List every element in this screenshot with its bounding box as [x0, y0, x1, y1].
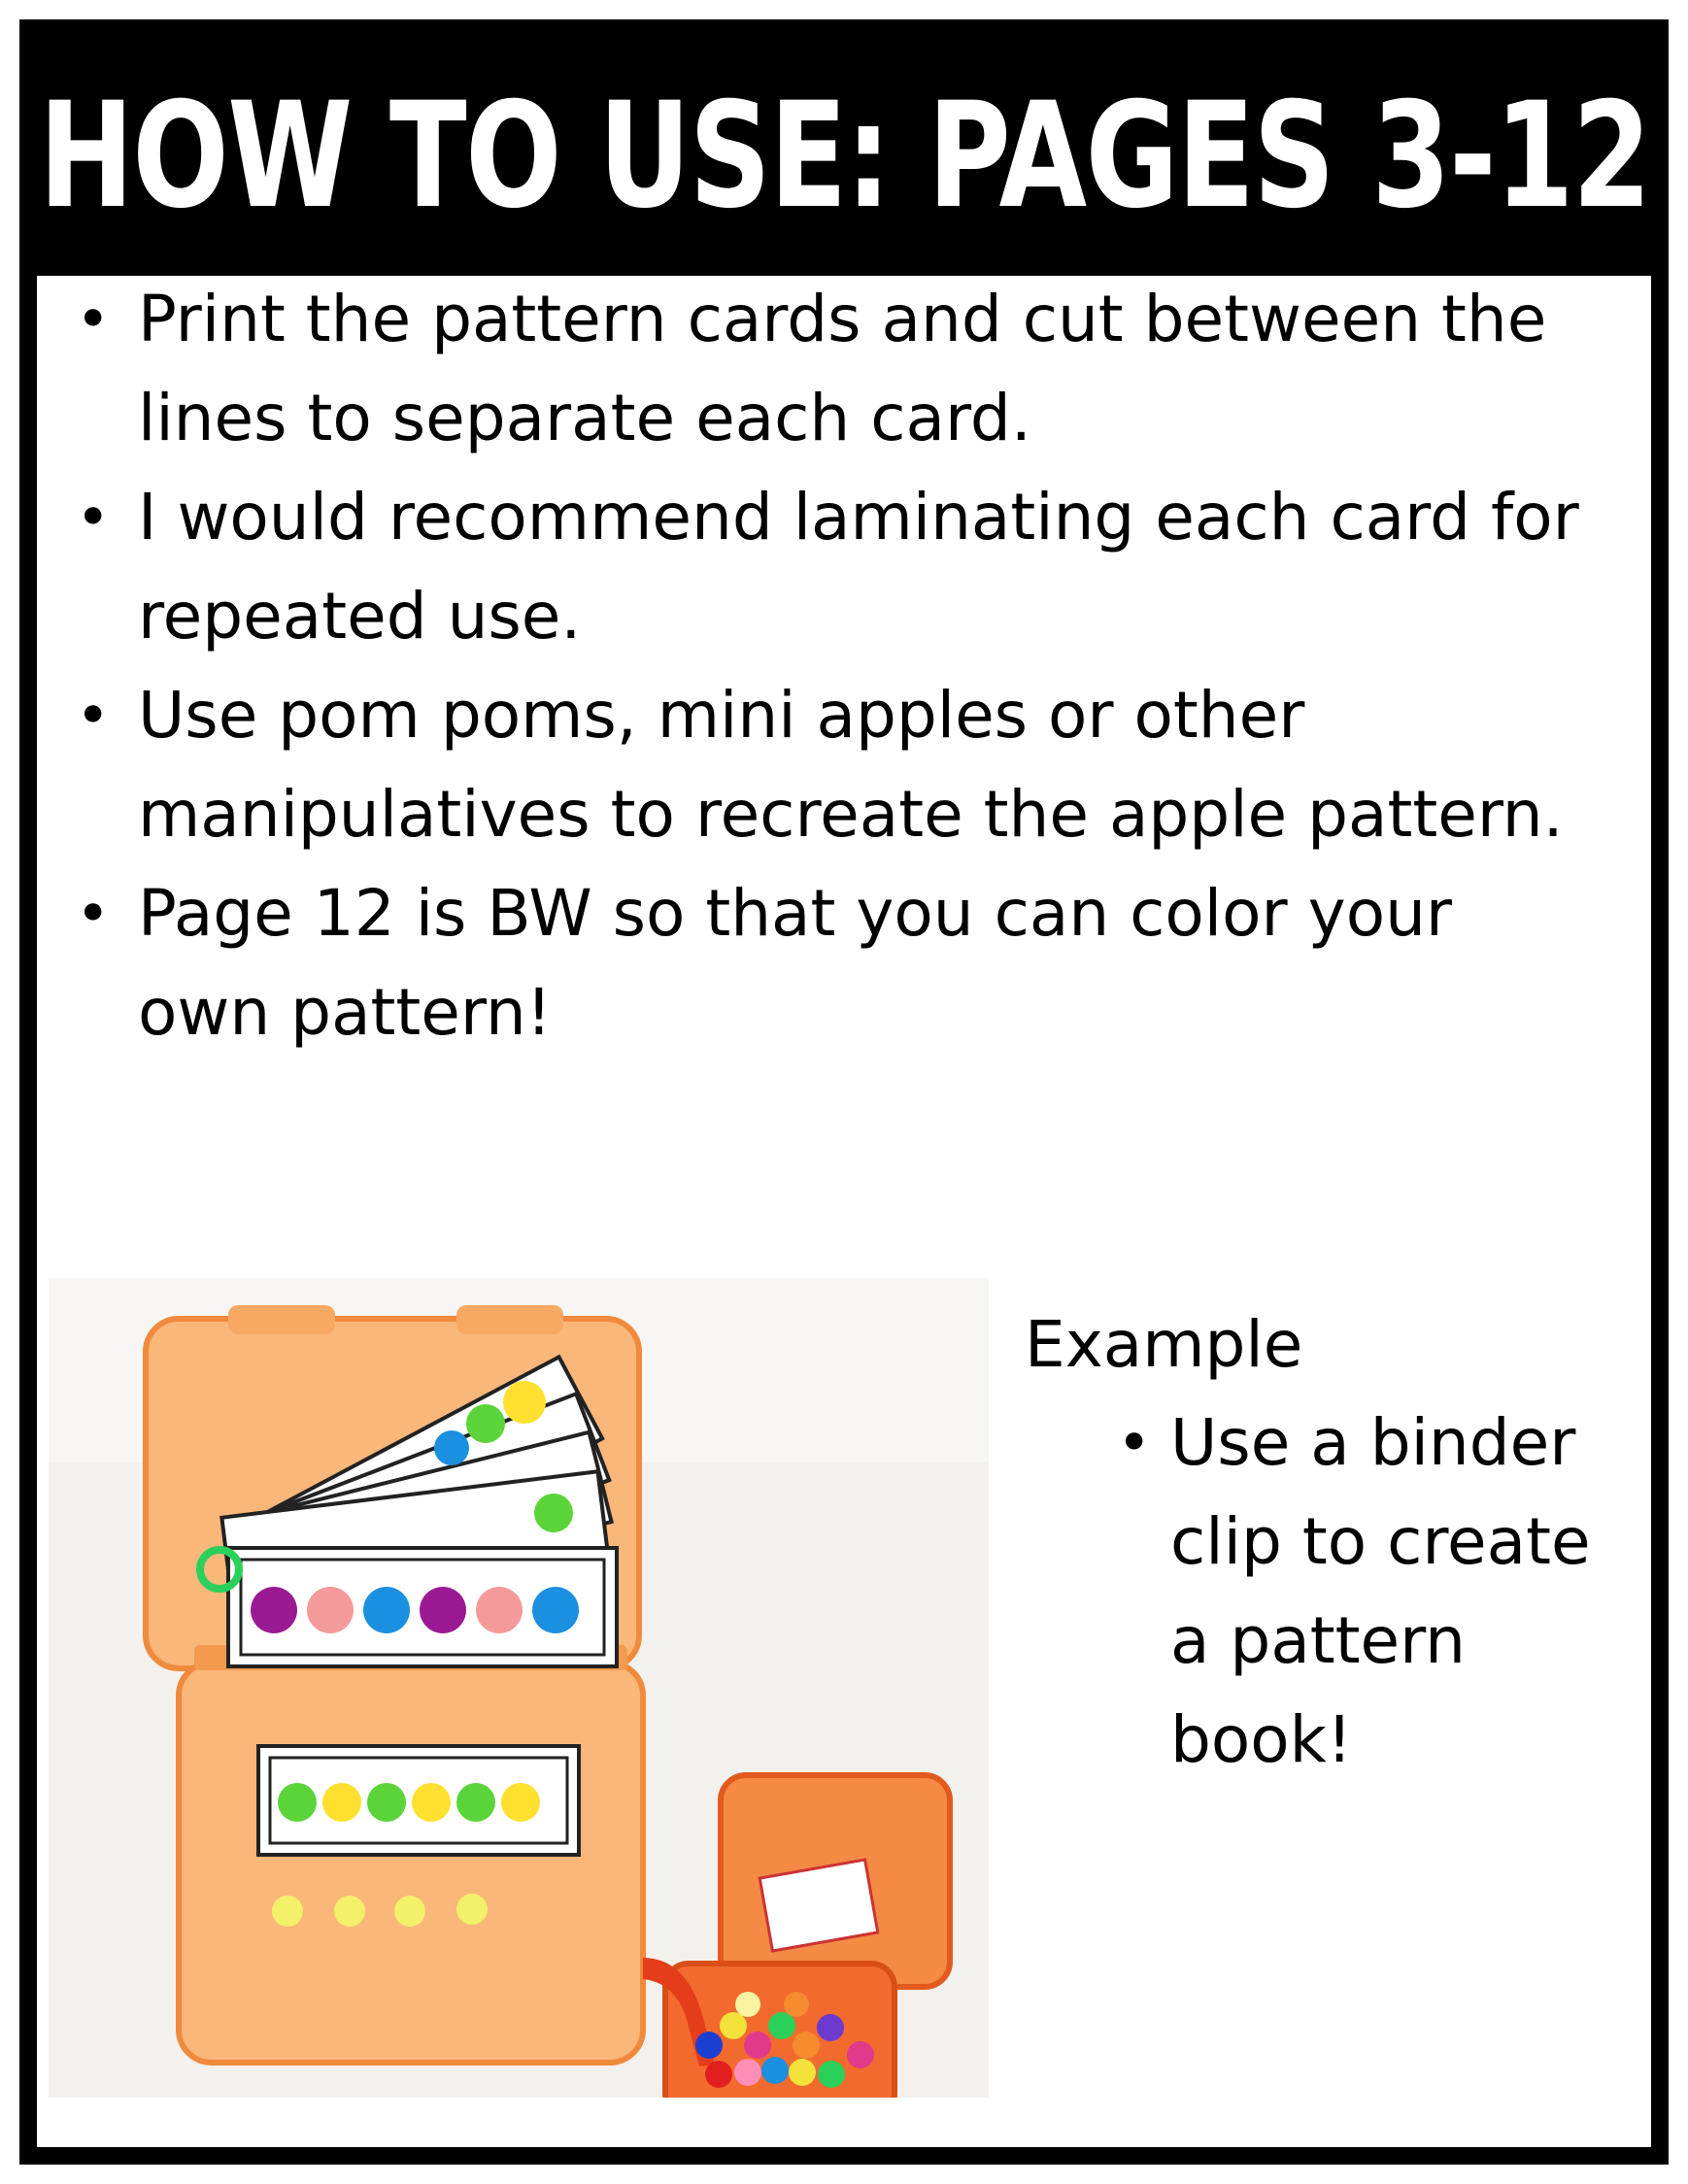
example-list [1025, 1394, 1607, 1790]
example-photo-illustration [49, 1278, 989, 2098]
instructions-list [56, 270, 1591, 1062]
example-section [1025, 1296, 1607, 1790]
example-photo [49, 1278, 989, 2098]
case-base [179, 1663, 643, 2063]
example-heading: Example [1025, 1307, 1303, 1382]
instruction-item: • I would recommend laminating each card for repeated use. [56, 468, 1591, 666]
instruction-item: • Page 12 is BW so that you can color your own pattern! [56, 864, 1591, 1062]
example-item: • Use a binder clip to create a pattern book! [1025, 1394, 1607, 1790]
page-title: HOW TO USE: PAGES 3-12 [38, 72, 1650, 241]
instruction-item: • Print the pattern cards and cut between the lines to separate each card. [56, 270, 1591, 468]
header-banner [37, 37, 1651, 276]
instruction-item: • Use pom poms, mini apples or other manipulatives to recreate the apple pattern. [56, 666, 1591, 864]
